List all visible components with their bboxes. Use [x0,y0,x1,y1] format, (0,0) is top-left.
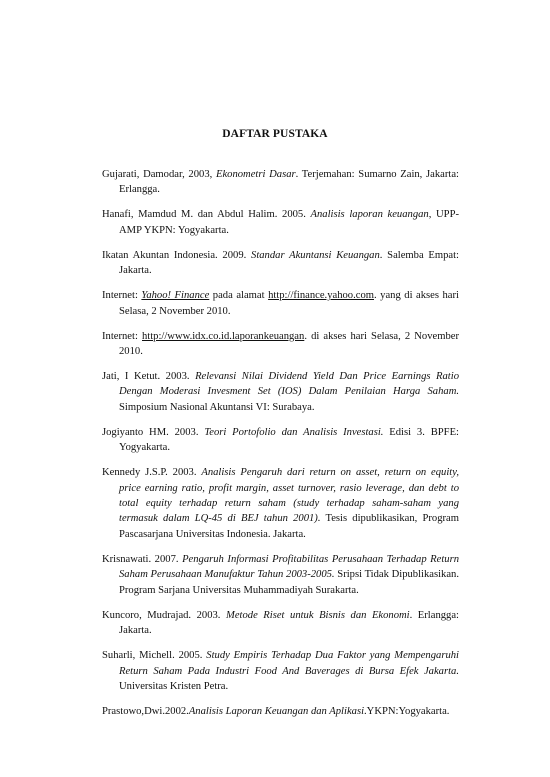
reference-list [102,167,459,719]
reference-text: Study Empiris Terhadap Dua Faktor yang Mempengaruhi Return Saham Pada Industri Food And Baverages di Bursa Efek Jakarta. [119,650,459,677]
reference-text: Kuncoro, Mudrajad. 2003. [102,609,226,621]
reference-text: Relevansi Nilai Dividend Yield Dan Price Earnings Ratio Dengan Moderasi Invesment Set (IOS) Dalam Penilaian Harga Saham. [119,371,459,398]
reference-text: Suharli, Michell. 2005. [102,650,207,662]
reference-entry [102,329,459,360]
reference-text: Jogiyanto HM. 2003. [102,426,205,438]
reference-entry [102,248,459,279]
reference-text: Tesis dipublikasikan, Program Pascasarjana Universitas Indonesia. Jakarta. [119,513,459,540]
reference-entry [102,704,459,719]
reference-text: Sripsi Tidak Dipublikasikan. Program Sarjana Universitas Muhammadiyah Surakarta. [119,569,459,596]
reference-text: Analisis Pengaruh dari return on asset, return on equity, price earning ratio, profit margin, asset turnover, rasio leverage, dan debt to total equity terhadap return saham (study terhadap saham-saham yang termasuk dalam LQ-45 di BEJ tahun 2001). [119,467,460,525]
reference-entry [102,608,459,639]
reference-text: Krisnawati. 2007. [102,553,183,565]
reference-entry [102,207,459,238]
reference-entry [102,648,459,694]
reference-text: Ekonometri Dasar [215,169,296,180]
reference-text: Pengaruh Informasi Profitabilitas Perusahaan Terhadap Return Saham Perusahaan Manufaktur Tahun 2003-2005. [119,553,460,581]
reference-text: , UPP-AMP YKPN: Yogyakarta. [119,209,459,236]
reference-entry [102,288,459,319]
page-title: DAFTAR PUSTAKA [222,128,328,140]
reference-entry [102,552,459,598]
reference-text: Ikatan Akuntan Indonesia. 2009. [102,249,252,261]
reference-text: Metode Riset untuk Bisnis dan Ekonomi [226,609,410,621]
reference-text: Teori Portofolio dan Analisis Investasi. [204,426,384,438]
reference-link[interactable]: http://finance.yahoo.com [268,290,374,302]
reference-text: Kennedy J.S.P. 2003. [102,467,202,479]
reference-text: Internet: [102,290,142,302]
reference-entry [102,369,459,415]
reference-text: Analisis laporan keuangan [310,209,429,221]
reference-entry [102,465,459,542]
reference-text: . Terjemahan: Sumarno Zain, Jakarta: Erlangga. [119,169,459,196]
reference-link[interactable]: Yahoo! Finance [141,290,210,302]
reference-link[interactable]: http://www.idx.co.id.laporankeuangan [142,330,305,342]
reference-text: Prastowo,Dwi.2002. [102,705,189,717]
reference-text: Jati, I Ketut. 2003. [102,371,196,383]
reference-text: Analisis Laporan Keuangan dan Aplikasi [188,705,365,717]
reference-entry [102,425,459,456]
reference-entry [102,167,459,198]
reference-text: Gujarati, Damodar, 2003, [102,169,216,180]
reference-text: . Erlangga: Jakarta. [119,609,459,637]
reference-text: Internet: [102,330,142,342]
reference-text: Universitas Kristen Petra. [119,680,229,692]
reference-text: pada alamat [209,290,269,302]
reference-text: .YKPN:Yogyakarta. [364,705,450,717]
reference-text: Hanafi, Mamdud M. dan Abdul Halim. 2005. [102,209,311,221]
reference-text: . yang di akses hari Selasa, 2 November 2010. [119,290,459,317]
reference-text: Edisi 3. BPFE: Yogyakarta. [119,426,459,454]
reference-text: Standar Akuntansi Keuangan [251,249,380,261]
reference-text: . Salemba Empat: Jakarta. [119,249,459,277]
reference-text: Simposium Nasional Akuntansi VI: Surabaya. [119,401,315,413]
reference-text: . di akses hari Selasa, 2 November 2010. [119,330,459,358]
